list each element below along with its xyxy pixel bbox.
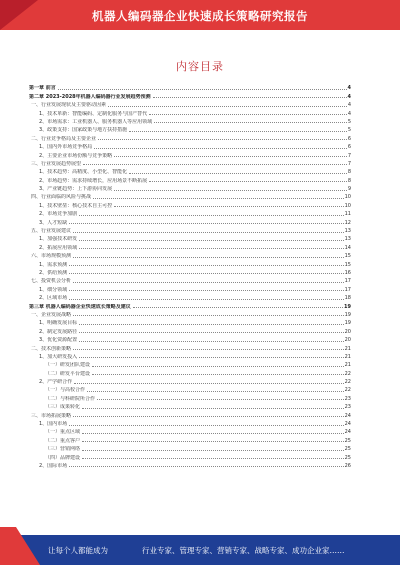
- toc-entry-page: 13: [344, 236, 351, 243]
- toc-leader-dots: [92, 374, 344, 375]
- toc-entry-page: 7: [347, 160, 351, 167]
- toc-entry[interactable]: [29, 360, 351, 368]
- toc-entry[interactable]: [29, 452, 351, 460]
- toc-entry-label: （三）成果转化: [45, 404, 81, 411]
- toc-leader-dots: [79, 332, 343, 333]
- toc-leader-dots: [73, 416, 344, 417]
- toc-entry[interactable]: [29, 419, 351, 427]
- toc-entry-page: 9: [347, 186, 351, 193]
- toc-entry[interactable]: [29, 427, 351, 435]
- toc-entry-label: 3、优化资源配置: [39, 337, 78, 344]
- toc-entry-page: 25: [344, 437, 351, 444]
- toc-entry-page: 20: [344, 328, 351, 335]
- toc-entry[interactable]: [29, 326, 351, 334]
- toc-entry-label: 2、供给预测: [39, 269, 68, 276]
- toc-entry-label: 3、产业链趋势：上下游协同发展: [39, 186, 113, 193]
- toc-leader-dots: [82, 458, 344, 459]
- toc-entry[interactable]: [29, 393, 351, 401]
- toc-entry[interactable]: [29, 352, 351, 360]
- report-header: [0, 0, 400, 34]
- toc-entry-label: （二）与科研院所合作: [45, 395, 96, 402]
- toc-entry-label: 1、明确发展目标: [39, 320, 78, 327]
- toc-entry-label: 第三章 机器人编码器企业快速成长策略及建议: [29, 303, 131, 310]
- toc-entry-label: 三、行业发展趋势展望: [31, 160, 82, 167]
- toc-entry-label: 1、细分领域: [39, 286, 68, 293]
- toc-entry-label: （二）重点客户: [45, 437, 81, 444]
- toc-leader-dots: [73, 232, 344, 233]
- toc-entry-page: 22: [344, 379, 351, 386]
- toc-entry-page: 25: [344, 454, 351, 461]
- toc-leader-dots: [69, 466, 343, 467]
- toc-entry-label: 五、行业发展建议: [31, 228, 72, 235]
- toc-entry-label: 第二章 2023-2028年机器人编码器行业发展趋势预测: [29, 93, 151, 100]
- toc-entry-label: 二、行业竞争格局及主要企业: [31, 135, 97, 142]
- toc-leader-dots: [79, 341, 343, 342]
- toc-entry[interactable]: [29, 343, 351, 351]
- toc-entry-page: 14: [344, 244, 351, 251]
- toc-leader-dots: [114, 156, 347, 157]
- toc-entry-page: 4: [347, 110, 351, 117]
- toc-entry[interactable]: [29, 402, 351, 410]
- toc-entry-page: 11: [344, 211, 351, 218]
- toc-leader-dots: [133, 307, 343, 308]
- table-of-contents: [29, 83, 351, 469]
- toc-entry[interactable]: [29, 100, 351, 108]
- toc-entry[interactable]: [29, 461, 351, 469]
- toc-entry-label: 一、行业发展现状及主要驱动因素: [31, 102, 107, 109]
- toc-entry[interactable]: [29, 293, 351, 301]
- toc-entry-page: 18: [344, 295, 351, 302]
- toc-entry-page: 15: [344, 261, 351, 268]
- toc-entry-label: 一、企业发展战略: [31, 311, 72, 318]
- toc-entry-page: 6: [347, 135, 351, 142]
- toc-leader-dots: [129, 131, 347, 132]
- toc-entry-page: 15: [344, 253, 351, 260]
- toc-entry-page: 21: [344, 353, 351, 360]
- toc-entry-label: 四、行业面临的风险与挑战: [31, 194, 92, 201]
- toc-entry[interactable]: [29, 234, 351, 242]
- toc-entry-page: 13: [344, 228, 351, 235]
- toc-entry[interactable]: [29, 444, 351, 452]
- toc-entry-label: （一）重点区域: [45, 429, 81, 436]
- toc-leader-dots: [92, 366, 344, 367]
- toc-leader-dots: [82, 441, 344, 442]
- toc-entry[interactable]: [29, 184, 351, 192]
- toc-leader-dots: [114, 206, 343, 207]
- toc-entry-label: 1、技术革新：智能编码、定制化服务与国产替代: [39, 110, 148, 117]
- toc-entry-page: 24: [344, 429, 351, 436]
- toc-entry-label: 三、市场拓展策略: [31, 412, 72, 419]
- toc-entry-label: 2、区域市场: [39, 295, 68, 302]
- toc-entry-page: 24: [344, 412, 351, 419]
- toc-leader-dots: [79, 357, 343, 358]
- toc-entry-page: 17: [344, 286, 351, 293]
- toc-leader-dots: [82, 408, 344, 409]
- toc-entry-page: 10: [344, 194, 351, 201]
- toc-entry[interactable]: [29, 175, 351, 183]
- toc-leader-dots: [79, 215, 343, 216]
- toc-entry-page: 17: [344, 278, 351, 285]
- toc-entry-page: 10: [344, 202, 351, 209]
- toc-leader-dots: [153, 97, 347, 98]
- toc-entry-page: 24: [344, 421, 351, 428]
- toc-entry[interactable]: [29, 226, 351, 234]
- toc-entry-label: （一）研发团队建设: [45, 362, 91, 369]
- toc-leader-dots: [69, 425, 343, 426]
- toc-entry[interactable]: [29, 276, 351, 284]
- footer-slogan-left: 让每个人都能成为: [48, 546, 108, 555]
- toc-entry[interactable]: [29, 167, 351, 175]
- toc-entry-page: 4: [347, 85, 351, 92]
- toc-entry-label: 2、市场趋势：需求持续增长，应用场景不断拓展: [39, 177, 148, 184]
- toc-entry[interactable]: [29, 335, 351, 343]
- toc-entry[interactable]: [29, 301, 351, 309]
- toc-leader-dots: [87, 391, 344, 392]
- toc-entry[interactable]: [29, 117, 351, 125]
- toc-leader-dots: [82, 450, 344, 451]
- toc-leader-dots: [58, 89, 347, 90]
- toc-entry-label: 七、投资机会分析: [31, 278, 72, 285]
- toc-entry-page: 5: [347, 118, 351, 125]
- toc-entry[interactable]: [29, 251, 351, 259]
- toc-entry-page: 6: [347, 144, 351, 151]
- toc-entry[interactable]: [29, 259, 351, 267]
- toc-leader-dots: [79, 248, 343, 249]
- toc-leader-dots: [82, 433, 344, 434]
- toc-entry-page: 22: [344, 370, 351, 377]
- toc-entry[interactable]: [29, 133, 351, 141]
- toc-leader-dots: [69, 299, 343, 300]
- toc-entry-label: 1、需求预测: [39, 261, 68, 268]
- toc-entry-page: 7: [347, 152, 351, 159]
- toc-entry-label: （一）与高校合作: [45, 387, 86, 394]
- toc-entry[interactable]: [29, 91, 351, 99]
- toc-entry-label: 六、市场规模预测: [31, 253, 72, 260]
- toc-entry-page: 5: [347, 127, 351, 134]
- toc-leader-dots: [73, 282, 344, 283]
- toc-entry-page: 22: [344, 387, 351, 394]
- toc-entry[interactable]: [29, 368, 351, 376]
- toc-entry-label: 二、技术创新策略: [31, 345, 72, 352]
- toc-entry[interactable]: [29, 200, 351, 208]
- toc-leader-dots: [79, 324, 343, 325]
- toc-entry-label: 2、制定发展路径: [39, 328, 78, 335]
- toc-entry[interactable]: [29, 410, 351, 418]
- toc-entry-page: 21: [344, 362, 351, 369]
- toc-entry-page: 8: [347, 169, 351, 176]
- toc-entry-page: 8: [347, 177, 351, 184]
- toc-entry-page: 25: [344, 446, 351, 453]
- toc-entry[interactable]: [29, 125, 351, 133]
- toc-entry-page: 4: [347, 93, 351, 100]
- toc-entry-label: 3、人才短缺: [39, 219, 68, 226]
- toc-entry-label: 2、市场需求：工业机器人、服务机器人等应用领域: [39, 118, 153, 125]
- toc-entry-page: 19: [344, 303, 351, 310]
- toc-heading: 内容目录: [176, 60, 224, 73]
- toc-entry[interactable]: [29, 83, 351, 91]
- toc-leader-dots: [98, 139, 347, 140]
- toc-entry-page: 19: [344, 320, 351, 327]
- toc-entry-label: 2、主要企业市场份额与竞争策略: [39, 152, 113, 159]
- toc-leader-dots: [69, 265, 343, 266]
- toc-entry-label: 1、加大研发投入: [39, 353, 78, 360]
- toc-entry-label: 1、国内市场: [39, 421, 68, 428]
- toc-entry-label: 3、政策支持：国家政策与地方扶持措施: [39, 127, 128, 134]
- toc-entry-label: 1、技术趋势：高精度、小型化、智能化: [39, 169, 128, 176]
- toc-entry-page: 19: [344, 311, 351, 318]
- toc-leader-dots: [129, 173, 347, 174]
- toc-entry-label: （二）研发平台建设: [45, 370, 91, 377]
- toc-entry-page: 12: [344, 219, 351, 226]
- toc-entry-label: 2、产学研合作: [39, 379, 73, 386]
- toc-entry[interactable]: [29, 108, 351, 116]
- toc-leader-dots: [69, 223, 343, 224]
- toc-leader-dots: [94, 148, 347, 149]
- toc-entry[interactable]: [29, 217, 351, 225]
- toc-leader-dots: [154, 122, 347, 123]
- toc-entry[interactable]: [29, 310, 351, 318]
- toc-entry-label: 2、拓展应用领域: [39, 244, 78, 251]
- toc-entry-label: （四）品牌建设: [45, 454, 81, 461]
- toc-leader-dots: [83, 164, 347, 165]
- toc-entry-page: 23: [344, 404, 351, 411]
- toc-entry-label: 1、技术壁垒：核心技术自主可控: [39, 202, 113, 209]
- toc-leader-dots: [74, 383, 343, 384]
- toc-entry[interactable]: [29, 377, 351, 385]
- toc-leader-dots: [69, 290, 343, 291]
- toc-leader-dots: [73, 315, 344, 316]
- toc-entry-label: 1、加强技术研发: [39, 236, 78, 243]
- toc-leader-dots: [73, 349, 344, 350]
- toc-entry[interactable]: [29, 268, 351, 276]
- toc-entry-page: 26: [344, 462, 351, 469]
- toc-leader-dots: [93, 198, 344, 199]
- toc-leader-dots: [114, 190, 347, 191]
- footer-slogan-right: 行业专家、管理专家、营销专家、战略专家、成功企业家……: [142, 546, 345, 555]
- toc-leader-dots: [73, 257, 344, 258]
- toc-entry-page: 4: [347, 102, 351, 109]
- toc-entry-label: 2、市场竞争加剧: [39, 211, 78, 218]
- toc-entry-label: 2、国际市场: [39, 462, 68, 469]
- toc-entry-label: 第一章 前言: [29, 85, 56, 92]
- toc-entry[interactable]: [29, 159, 351, 167]
- toc-leader-dots: [108, 106, 347, 107]
- toc-leader-dots: [149, 181, 347, 182]
- toc-entry[interactable]: [29, 385, 351, 393]
- toc-leader-dots: [79, 240, 343, 241]
- toc-entry-page: 16: [344, 269, 351, 276]
- toc-entry-page: 20: [344, 337, 351, 344]
- toc-entry-label: （三）营销网络: [45, 446, 81, 453]
- toc-entry-page: 21: [344, 345, 351, 352]
- toc-entry[interactable]: [29, 150, 351, 158]
- toc-entry-label: 1、国内外市场竞争格局: [39, 144, 93, 151]
- toc-entry-page: 23: [344, 395, 351, 402]
- toc-entry[interactable]: [29, 209, 351, 217]
- toc-entry[interactable]: [29, 242, 351, 250]
- toc-entry[interactable]: [29, 318, 351, 326]
- toc-leader-dots: [149, 114, 347, 115]
- toc-leader-dots: [97, 399, 344, 400]
- toc-entry[interactable]: [29, 284, 351, 292]
- toc-entry[interactable]: [29, 192, 351, 200]
- toc-leader-dots: [69, 273, 343, 274]
- toc-entry[interactable]: [29, 435, 351, 443]
- report-title: 机器人编码器企业快速成长策略研究报告: [92, 9, 308, 23]
- toc-entry[interactable]: [29, 142, 351, 150]
